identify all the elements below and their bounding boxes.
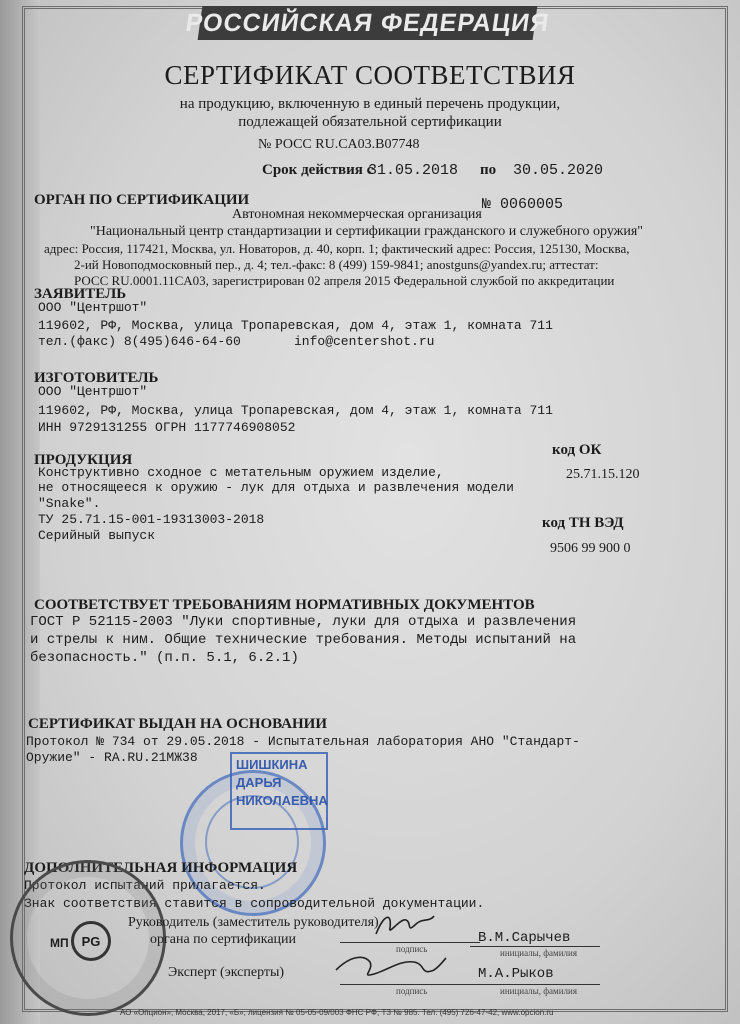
expert-label: Эксперт (эксперты) bbox=[168, 965, 285, 980]
compliance-line: и стрелы к ним. Общие технические требования. Методы испытаний на bbox=[30, 632, 577, 648]
cert-body-line: РОСС RU.0001.11CA03, зарегистрирован 02 апреля 2015 Федеральной службой по аккредитации bbox=[74, 273, 615, 288]
subtitle-line-2: подлежащей обязательной сертификации bbox=[238, 114, 502, 130]
basis-line: Протокол № 734 от 29.05.2018 - Испытательная лаборатория АНО "Стандарт- bbox=[26, 734, 580, 749]
head-sign-caption: подпись bbox=[396, 944, 428, 954]
code-tnved-label: код ТН ВЭД bbox=[542, 515, 624, 531]
product-line: "Snake". bbox=[38, 496, 101, 511]
certification-seal bbox=[10, 860, 166, 1016]
product-line: ТУ 25.71.15-001-19313003-2018 bbox=[38, 512, 265, 527]
code-tnved-value: 9506 99 900 0 bbox=[550, 541, 631, 556]
expert-signature-line bbox=[340, 984, 480, 985]
head-name: В.М.Сарычев bbox=[478, 930, 571, 946]
cert-body-line: адрес: Россия, 117421, Москва, ул. Новаторов, д. 40, корп. 1; фактический адрес: Россия, 125130, Москва, bbox=[44, 241, 630, 256]
compliance-heading: СООТВЕТСТВУЕТ ТРЕБОВАНИЯМ НОРМАТИВНЫХ ДОКУМЕНТОВ bbox=[34, 597, 535, 613]
stamp-line: НИКОЛАЕВНА bbox=[236, 793, 328, 808]
validity-from-date: 31.05.2018 bbox=[368, 162, 459, 179]
applicant-line: 119602, РФ, Москва, улица Тропаревская, дом 4, этаж 1, комната 711 bbox=[38, 318, 553, 333]
head-name-line bbox=[470, 946, 600, 947]
cert-body-line: 2-ий Новоподмосковный пер., д. 4; тел.-факс: 8 (499) 159-9841; anostguns@yandex.ru; аттестат: bbox=[74, 257, 599, 272]
seal-logo: PG bbox=[71, 921, 111, 961]
head-signature-line bbox=[340, 942, 480, 943]
applicant-phone: тел.(факс) 8(495)646-64-60 bbox=[38, 334, 241, 349]
head-label-2: органа по сертификации bbox=[150, 932, 297, 947]
additional-line: Знак соответствия ставится в сопроводительной документации. bbox=[24, 896, 485, 911]
manufacturer-line: 119602, РФ, Москва, улица Тропаревская, дом 4, этаж 1, комната 711 bbox=[38, 403, 553, 418]
printer-footer: АО «Опцион», Москва, 2017, «Б», лицензия № 05-05-09/003 ФНС РФ, ТЗ № 985. Тел. (495) 726-47-42, www.opcion.ru bbox=[120, 1008, 554, 1017]
form-number: № 0060005 bbox=[482, 196, 564, 213]
stamp-line: ДАРЬЯ bbox=[236, 775, 282, 790]
additional-heading: ДОПОЛНИТЕЛЬНАЯ ИНФОРМАЦИЯ bbox=[24, 860, 298, 876]
compliance-line: безопасность." (п.п. 5.1, 6.2.1) bbox=[30, 650, 299, 666]
code-ok-value: 25.71.15.120 bbox=[566, 467, 640, 482]
head-signature bbox=[370, 908, 440, 942]
certificate-number: № РОСС RU.CA03.B07748 bbox=[258, 137, 420, 152]
basis-line: Оружие" - RA.RU.21МЖ38 bbox=[26, 750, 198, 765]
applicant-email: info@centershot.ru bbox=[294, 334, 435, 349]
additional-line: Протокол испытаний прилагается. bbox=[24, 878, 266, 893]
validity-to-date: 30.05.2020 bbox=[513, 162, 604, 179]
expert-sign-caption: подпись bbox=[396, 986, 428, 996]
cert-body-line: Автономная некоммерческая организация bbox=[232, 207, 482, 222]
manufacturer-line: ООО "Центршот" bbox=[38, 384, 148, 399]
manufacturer-line: ИНН 9729131255 ОГРН 1177746908052 bbox=[38, 420, 296, 435]
basis-heading: СЕРТИФИКАТ ВЫДАН НА ОСНОВАНИИ bbox=[28, 716, 328, 732]
cert-body-heading: ОРГАН ПО СЕРТИФИКАЦИИ bbox=[34, 192, 250, 208]
product-line: Конструктивно сходное с метательным оружием изделие, bbox=[38, 465, 444, 480]
code-ok-label: код ОК bbox=[552, 442, 602, 458]
head-name-caption: инициалы, фамилия bbox=[500, 948, 577, 958]
validity-to-label: по bbox=[480, 162, 497, 178]
expert-name-caption: инициалы, фамилия bbox=[500, 986, 577, 996]
country-banner: РОССИЙСКАЯ ФЕДЕРАЦИЯ bbox=[198, 6, 538, 40]
applicant-line: ООО "Центршот" bbox=[38, 300, 148, 315]
expert-name: М.А.Рыков bbox=[478, 966, 554, 982]
document-title: СЕРТИФИКАТ СООТВЕТСТВИЯ bbox=[164, 60, 576, 90]
expert-signature bbox=[330, 948, 450, 984]
subtitle-line-1: на продукцию, включенную в единый перечень продукции, bbox=[179, 96, 561, 112]
product-line: Серийный выпуск bbox=[38, 528, 156, 543]
head-label: Руководитель (заместитель руководителя) bbox=[128, 915, 379, 930]
validity-from-label: Срок действия с bbox=[262, 162, 374, 178]
expert-name-line bbox=[470, 984, 600, 985]
seal-mp-label: МП bbox=[50, 936, 69, 950]
product-line: не относящееся к оружию - лук для отдыха и развлечения модели bbox=[38, 480, 514, 495]
cert-body-line: "Национальный центр стандартизации и сертификации гражданского и служебного оружия" bbox=[90, 224, 643, 239]
compliance-line: ГОСТ Р 52115-2003 "Луки спортивные, луки для отдыха и развлечения bbox=[30, 614, 577, 630]
product-heading: ПРОДУКЦИЯ bbox=[34, 452, 133, 468]
expert-name-stamp bbox=[230, 752, 328, 830]
manufacturer-heading: ИЗГОТОВИТЕЛЬ bbox=[34, 370, 159, 386]
applicant-heading: ЗАЯВИТЕЛЬ bbox=[34, 286, 127, 302]
stamp-line: ШИШКИНА bbox=[236, 757, 308, 772]
